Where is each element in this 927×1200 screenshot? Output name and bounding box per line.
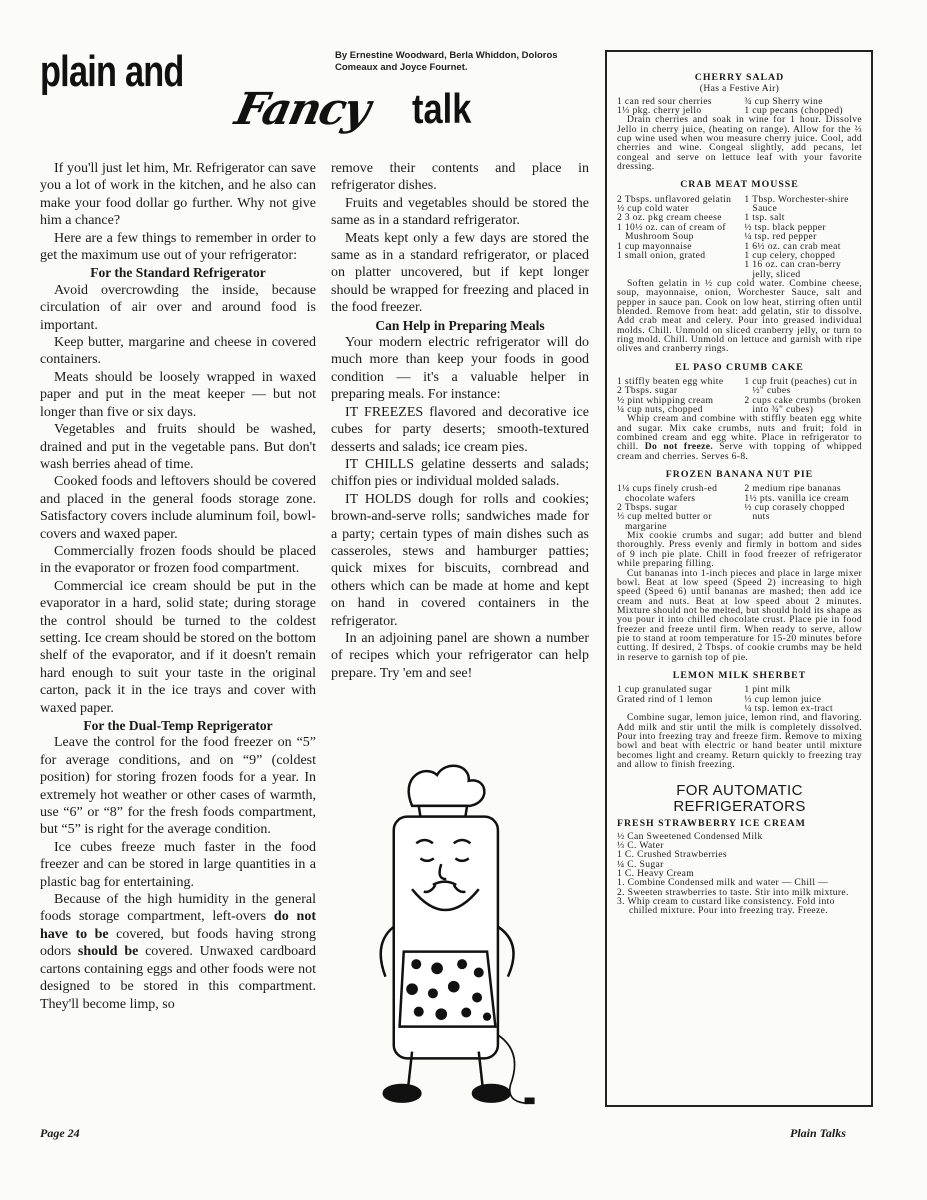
section-heading bbox=[331, 317, 589, 334]
ingredient: 1 6½ oz. can crab meat bbox=[744, 240, 841, 252]
ingredient-list bbox=[617, 195, 862, 279]
recipe bbox=[617, 363, 862, 461]
paragraph bbox=[40, 578, 316, 717]
recipe bbox=[617, 671, 862, 769]
recipe-title: FRESH STRAWBERRY ICE CREAM bbox=[617, 818, 806, 830]
text: covered, but foods having strong odors bbox=[40, 926, 316, 960]
publication-name: Plain Talks bbox=[790, 1126, 846, 1140]
ingredient-column bbox=[744, 484, 862, 531]
byline: By Ernestine Woodward, Berla Whiddon, Doloros Comeaux and Joyce Fournet. bbox=[335, 50, 558, 73]
paragraph bbox=[40, 421, 316, 473]
ingredient-column bbox=[617, 97, 744, 116]
ingredient: ½ cup corasely chopped nuts bbox=[744, 502, 845, 523]
paragraph bbox=[40, 160, 316, 230]
ingredient: ¼ C. Sugar bbox=[617, 858, 664, 870]
ingredient: 1 pint milk bbox=[744, 684, 791, 696]
paragraph bbox=[40, 369, 316, 421]
recipe-directions bbox=[617, 713, 862, 769]
text: Here are a few things to remember in order to get the maximum use out of your refrigerator: bbox=[40, 230, 316, 264]
text: Commercially frozen foods should be placed in the evaporator or frozen food compartment. bbox=[40, 543, 316, 577]
ingredient: 1 C. Crushed Strawberries bbox=[617, 849, 727, 861]
recipe-title: CRAB MEAT MOUSSE bbox=[680, 179, 799, 191]
text: Cooked foods and leftovers should be covered and placed in the general foods storage zone. Satisfactory covers include aluminum foil, bowl-covers and waxed paper. bbox=[40, 474, 316, 542]
ingredient: Grated rind of 1 lemon bbox=[617, 693, 713, 705]
chef-refrigerator-illustration bbox=[335, 760, 560, 1110]
ingredient-list bbox=[617, 377, 862, 414]
text: Keep butter, margarine and cheese in covered containers. bbox=[40, 335, 316, 368]
automatic-refrigerators-heading: FOR AUTOMATIC REFRIGERATORS bbox=[673, 782, 806, 816]
text: Commercial ice cream should be put in the evaporator in a hard, solid state; during storage the control should be turned to the coldest setting. Ice cream should be stored on the bottom shelf of the evaporator, and if it doesn't remain hard enough to suit your taste in the original carton, pack it in the ice trays and cover with waxed paper. bbox=[40, 578, 316, 716]
paragraph bbox=[40, 734, 316, 838]
ingredient: 1 stiffly beaten egg white bbox=[617, 375, 724, 387]
text: Serve with topping of whipped cream and cherries. Serves 6-8. bbox=[617, 441, 862, 462]
ingredient: 2 medium ripe bananas bbox=[744, 483, 841, 495]
paragraph bbox=[40, 839, 316, 891]
text: If you'll just let him, Mr. Refrigerator can save you a lot of work in the kitchen, and he also can make your food dollar go further. Why not give him a chance? bbox=[40, 161, 316, 229]
bold-text: should be bbox=[77, 944, 139, 960]
ingredient: 1 cup mayonnaise bbox=[617, 240, 692, 252]
paragraph bbox=[40, 230, 316, 265]
ingredient-list bbox=[617, 685, 862, 713]
text: Your modern electric refrigerator will do much more than keep your foods in good condition — it's a valuable helper in preparing meals. For instance: bbox=[331, 335, 589, 403]
ingredient: 1 cup granulated sugar bbox=[617, 684, 712, 696]
text: IT HOLDS dough for rolls and cookies; brown-and-serve rolls; sandwiches made for a party; certain types of main dishes such as casseroles, stews and hamburger patties; quick mixes for biscuits, cornbread and others which can be made at home and kept on hand in covered containers in the refrigerator. bbox=[331, 491, 589, 629]
ingredient: 1 16 oz. can cran-berry jelly, sliced bbox=[744, 259, 842, 280]
text: Whip cream and combine with stiffly beaten egg white and sugar. Mix cake crumbs, nuts and fruit; fold in combined cream and egg white. Place in refrigerator to chill. bbox=[617, 413, 862, 453]
text: Meats should be loosely wrapped in waxed paper and put in the meat keeper — but not longer than five or six days. bbox=[40, 369, 316, 420]
text: IT FREEZES flavored and decorative ice cubes for party deserts; smooth-textured desserts and salads; ice cream pies. bbox=[331, 404, 589, 455]
ingredient: ½ pint whipping cream bbox=[617, 394, 714, 406]
paragraph bbox=[40, 543, 316, 578]
text: IT CHILLS gelatine desserts and salads; chiffon pies or individual molded salads. bbox=[331, 456, 589, 490]
bold-text: do not have to be bbox=[40, 909, 316, 942]
text: Leave the control for the food freezer on “5” for average conditions, and on “9” (coldest position) for storing frozen foods for a year. In extremely hot weather or other cases of warmth, use “6” or “8” for the fresh foods compartment, but “5” is right for the average condition. bbox=[40, 735, 316, 838]
text: covered. Unwaxed cardboard cartons containing eggs and other foods were not designed to be stored in this compartment. They'll become limp, so bbox=[40, 944, 316, 1012]
ingredient-column bbox=[617, 685, 744, 713]
paragraph bbox=[40, 891, 316, 1013]
ingredient: 1 cup celery, chopped bbox=[744, 249, 836, 261]
title-fancy: Fancy bbox=[230, 84, 374, 135]
ingredient: ⅓ cup melted butter or margarine bbox=[617, 511, 712, 532]
ingredient-list bbox=[617, 484, 862, 531]
ingredient: ¾ cup Sherry wine bbox=[744, 95, 823, 107]
ingredient-column bbox=[617, 484, 744, 531]
ingredient-column bbox=[744, 377, 862, 414]
recipe bbox=[617, 180, 862, 353]
paragraph bbox=[331, 230, 589, 317]
ingredient: 1 can red sour cherries bbox=[617, 95, 712, 107]
ingredient-column bbox=[744, 97, 862, 116]
text: Meats kept only a few days are stored the same as in a standard refrigerator, or placed on platter uncovered, but if kept longer should be wrapped for freezing and placed in the food freezer. bbox=[331, 230, 589, 316]
recipe-step: 3. Whip cream to custard like consistency. Fold into chilled mixture. Pour into freezing tray. Freeze. bbox=[617, 896, 835, 917]
text: Vegetables and fruits should be washed, drained and put in the vegetable pans. But don't wash berries ahead of time. bbox=[40, 422, 316, 472]
ingredient: ⅓ cup lemon juice bbox=[744, 693, 822, 705]
recipe bbox=[617, 73, 862, 171]
left-column bbox=[40, 160, 316, 1013]
recipe-title: FROZEN BANANA NUT PIE bbox=[665, 469, 814, 481]
recipe-title: EL PASO CRUMB CAKE bbox=[675, 361, 804, 373]
text: Drain cherries and soak in wine for 1 hour. Dissolve Jello in cherry juice, (heating on range). Allow for the ⅔ cup wine used when wou measure cherry juice. Cool, add cherries and wine. Congeal slightly, add pecans, let congeal and serve on lettuce leaf with your favorite dressing. bbox=[617, 114, 862, 173]
ingredient-list bbox=[617, 97, 862, 116]
paragraph bbox=[331, 160, 589, 195]
ingredient: 1 tsp. salt bbox=[744, 212, 785, 224]
ingredient: 1 cup pecans (chopped) bbox=[744, 105, 843, 117]
text: Cut bananas into 1-inch pieces and place in large mixer bowl. Beat at low speed (Speed 2) increasing to high speed (Speed 6) until bananas are mashed; then add ice cream and nuts. Beat at low speed about 2 minutes. Mixture should not be melted, but should hold its shape as you pour it into chilled chocolate crust. Place pie in food freezer and freeze until firm. When ready to serve, allow pie to stand at room temperature for 15-20 minutes before cutting. If desired, 2 Tbsps. of cookie crumbs may be held in reserve to garnish top of pie. bbox=[617, 567, 862, 663]
ingredient: 1⅓ pkg. cherry jello bbox=[617, 105, 702, 117]
ingredient: 2 Tbsps. unflavored gelatin bbox=[617, 193, 732, 205]
ingredient: 1 10½ oz. can of cream of Mushroom Soup bbox=[617, 221, 726, 243]
text: Fruits and vegetables should be stored the same as in a standard refrigerator. bbox=[331, 195, 589, 229]
paragraph bbox=[40, 282, 316, 334]
ingredient: 1¼ cups finely crush-ed chocolate wafers bbox=[617, 483, 718, 504]
paragraph bbox=[331, 404, 589, 456]
page-number: Page 24 bbox=[40, 1126, 80, 1140]
ingredient-column bbox=[617, 195, 744, 279]
recipe-directions bbox=[617, 414, 862, 461]
ingredient: ⅓ C. Water bbox=[617, 840, 664, 852]
ingredient-column bbox=[744, 195, 862, 279]
text: Combine sugar, lemon juice, lemon rind, and flavoring. Add milk and stir until the milk is completely dissolved. Pour into freezing tray and freeze firm. Remove to mixing bowl and beat with electric or hand beater until mixture becomes light and creamy. Return quickly to freezing tray and allow to finish freezing. bbox=[617, 712, 862, 771]
paragraph bbox=[331, 195, 589, 230]
paragraph bbox=[331, 456, 589, 491]
text: In an adjoining panel are shown a number of recipes which your refrigerator can help prepare. Try 'em and see! bbox=[331, 630, 589, 681]
recipe-step: 1. Combine Condensed milk and water — Chill — bbox=[617, 877, 829, 889]
ingredient: ½ Can Sweetened Condensed Milk bbox=[617, 830, 763, 842]
ingredient-column bbox=[744, 685, 862, 713]
text: Soften gelatin in ½ cup cold water. Combine cheese, soup, mayonnaise, onion, Worchester Sauce, salt and pepper in sauce pan. Cook on low heat, stirring often until blended. Remove from heat: add gelatin, stir to dissolve. Add crab meat and celery. Pour into greased individual molds. Chill. Unmold on sliced cranberry jelly, or turn to ring mold. Chill. Unmold on lettuce and garnish with ripe olives and cranberry rings. bbox=[617, 277, 862, 355]
middle-column bbox=[331, 160, 589, 682]
recipe-directions bbox=[617, 569, 862, 662]
text: Ice cubes freeze much faster in the food freezer and can be stored in large quantities in a plastic bag for entertaining. bbox=[40, 839, 316, 890]
ingredient: 2 Tbsps. sugar bbox=[617, 502, 678, 514]
ingredient: 1½ pts. vanilla ice cream bbox=[744, 492, 850, 504]
ingredient: ¼ tsp. lemon ex-tract bbox=[744, 702, 833, 714]
paragraph bbox=[40, 334, 316, 369]
section-heading bbox=[40, 717, 316, 734]
recipe-step: 2. Sweeten strawberries to taste. Stir into milk mixture. bbox=[617, 886, 849, 898]
paragraph bbox=[331, 630, 589, 682]
text: For the Dual-Temp Reprigerator bbox=[83, 718, 273, 733]
paragraph bbox=[331, 491, 589, 630]
ingredient: 1 Tbsp. Worchester-shire Sauce bbox=[744, 193, 849, 215]
ingredient: 2 Tbsps. sugar bbox=[617, 385, 678, 397]
text: Avoid overcrowding the inside, because circulation of air over and around food is important. bbox=[40, 282, 316, 333]
recipe-directions bbox=[617, 531, 862, 568]
ingredient: ½ cup cold water bbox=[617, 203, 689, 215]
ingredient: 1 C. Heavy Cream bbox=[617, 868, 695, 880]
title-plain-and: plain and bbox=[40, 47, 184, 96]
ingredient: ¼ tsp. red pepper bbox=[744, 231, 817, 243]
recipe-title: LEMON MILK SHERBET bbox=[672, 669, 807, 681]
recipe-subtitle: (Has a Festive Air) bbox=[699, 83, 780, 95]
text: Because of the high humidity in the general foods storage compartment, left-overs bbox=[40, 892, 316, 925]
title-talk: talk bbox=[412, 85, 472, 132]
ingredient: 1 cup fruit (peaches) cut in ½" cubes bbox=[744, 375, 858, 397]
text: remove their contents and place in refrigerator dishes. bbox=[331, 161, 589, 194]
bold-text: Do not freeze. bbox=[644, 441, 714, 453]
paragraph bbox=[331, 334, 589, 404]
recipe-directions bbox=[617, 279, 862, 354]
ingredient: 2 3 oz. pkg cream cheese bbox=[617, 212, 722, 224]
text: For the Standard Refrigerator bbox=[90, 265, 266, 281]
text: Mix cookie crumbs and sugar; add butter and blend thoroughly. Press evenly and firmly in bottom and sides of 9 inch pie plate. Chill in food freezer of refrigerator while preparing filling. bbox=[617, 530, 862, 570]
ingredient-column bbox=[617, 377, 744, 414]
ingredient: ½ tsp. black pepper bbox=[744, 221, 826, 233]
section-heading bbox=[40, 264, 316, 281]
recipe-title: CHERRY SALAD bbox=[694, 72, 785, 83]
ingredient: 2 cups cake crumbs (broken into ¾" cubes) bbox=[744, 394, 862, 415]
paragraph bbox=[40, 473, 316, 543]
recipes-panel bbox=[605, 50, 873, 1107]
recipe bbox=[617, 470, 862, 662]
text: Can Help in Preparing Meals bbox=[375, 317, 545, 333]
recipe-directions bbox=[617, 115, 862, 171]
ingredient: 1 small onion, grated bbox=[617, 249, 706, 261]
ingredient: ¼ cup nuts, chopped bbox=[617, 404, 703, 415]
